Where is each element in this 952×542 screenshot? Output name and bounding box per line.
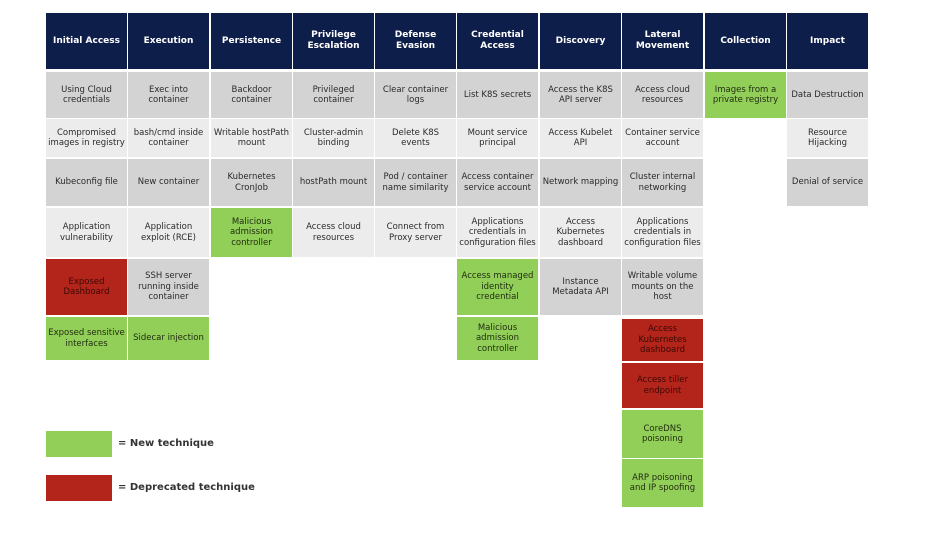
technique-execution-ssh-server-running-inside-container: SSH server running inside container xyxy=(128,259,209,315)
technique-lateral-movement-writable-volume-mounts-on-the-host: Writable volume mounts on the host xyxy=(622,259,703,315)
technique-impact-data-destruction: Data Destruction xyxy=(787,72,868,118)
header-defense-evasion: Defense Evasion xyxy=(375,13,456,69)
technique-discovery-access-kubernetes-dashboard: Access Kubernetes dashboard xyxy=(540,208,621,257)
technique-privilege-escalation-privileged-container: Privileged container xyxy=(293,72,374,118)
technique-credential-access-access-managed-identity-credential: Access managed identity credential xyxy=(457,259,538,315)
technique-persistence-malicious-admission-controller: Malicious admission controller xyxy=(211,208,292,257)
technique-execution-new-container: New container xyxy=(128,159,209,206)
technique-credential-access-mount-service-principal: Mount service principal xyxy=(457,119,538,157)
technique-collection-images-from-a-private-registry: Images from a private registry xyxy=(705,72,786,118)
technique-impact-resource-hijacking: Resource Hijacking xyxy=(787,119,868,157)
header-discovery: Discovery xyxy=(540,13,621,69)
technique-defense-evasion-delete-k8s-events: Delete K8S events xyxy=(375,119,456,157)
technique-privilege-escalation-cluster-admin-binding: Cluster-admin binding xyxy=(293,119,374,157)
technique-discovery-access-kubelet-api: Access Kubelet API xyxy=(540,119,621,157)
technique-credential-access-malicious-admission-controller: Malicious admission controller xyxy=(457,317,538,360)
technique-privilege-escalation-hostpath-mount: hostPath mount xyxy=(293,159,374,206)
technique-discovery-access-the-k8s-api-server: Access the K8S API server xyxy=(540,72,621,118)
technique-initial-access-using-cloud-credentials: Using Cloud credentials xyxy=(46,72,127,118)
header-credential-access: Credential Access xyxy=(457,13,538,69)
legend-new-label: = New technique xyxy=(118,438,214,449)
technique-execution-exec-into-container: Exec into container xyxy=(128,72,209,118)
header-initial-access: Initial Access xyxy=(46,13,127,69)
header-impact: Impact xyxy=(787,13,868,69)
technique-lateral-movement-access-tiller-endpoint: Access tiller endpoint xyxy=(622,363,703,408)
technique-initial-access-exposed-sensitive-interfaces: Exposed sensitive interfaces xyxy=(46,317,127,360)
technique-privilege-escalation-access-cloud-resources: Access cloud resources xyxy=(293,208,374,257)
technique-initial-access-kubeconfig-file: Kubeconfig file xyxy=(46,159,127,206)
header-privilege-escalation: Privilege Escalation xyxy=(293,13,374,69)
technique-initial-access-exposed-dashboard: Exposed Dashboard xyxy=(46,259,127,315)
technique-lateral-movement-coredns-poisoning: CoreDNS poisoning xyxy=(622,410,703,458)
technique-lateral-movement-applications-credentials-in-configuration-files: Applications credentials in configuration files xyxy=(622,208,703,257)
technique-discovery-instance-metadata-api: Instance Metadata API xyxy=(540,259,621,315)
technique-credential-access-list-k8s-secrets: List K8S secrets xyxy=(457,72,538,118)
technique-credential-access-applications-credentials-in-configuration-files: Applications credentials in configuration files xyxy=(457,208,538,257)
legend-deprecated-label: = Deprecated technique xyxy=(118,482,255,493)
technique-discovery-network-mapping: Network mapping xyxy=(540,159,621,206)
technique-persistence-writable-hostpath-mount: Writable hostPath mount xyxy=(211,119,292,157)
legend-new-swatch xyxy=(46,431,112,457)
header-persistence: Persistence xyxy=(211,13,292,69)
technique-defense-evasion-clear-container-logs: Clear container logs xyxy=(375,72,456,118)
technique-initial-access-compromised-images-in-registry: Compromised images in registry xyxy=(46,119,127,157)
technique-lateral-movement-access-kubernetes-dashboard: Access Kubernetes dashboard xyxy=(622,319,703,361)
technique-persistence-backdoor-container: Backdoor container xyxy=(211,72,292,118)
technique-impact-denial-of-service: Denial of service xyxy=(787,159,868,206)
technique-lateral-movement-access-cloud-resources: Access cloud resources xyxy=(622,72,703,118)
technique-credential-access-access-container-service-account: Access container service account xyxy=(457,159,538,206)
header-collection: Collection xyxy=(705,13,786,69)
technique-execution-sidecar-injection: Sidecar injection xyxy=(128,317,209,360)
header-lateral-movement: Lateral Movement xyxy=(622,13,703,69)
technique-persistence-kubernetes-cronjob: Kubernetes CronJob xyxy=(211,159,292,206)
technique-execution-application-exploit-rce: Application exploit (RCE) xyxy=(128,208,209,257)
technique-defense-evasion-pod-container-name-similarity: Pod / container name similarity xyxy=(375,159,456,206)
technique-lateral-movement-cluster-internal-networking: Cluster internal networking xyxy=(622,159,703,206)
technique-defense-evasion-connect-from-proxy-server: Connect from Proxy server xyxy=(375,208,456,257)
technique-execution-bash-cmd-inside-container: bash/cmd inside container xyxy=(128,119,209,157)
technique-initial-access-application-vulnerability: Application vulnerability xyxy=(46,208,127,257)
technique-lateral-movement-arp-poisoning-and-ip-spoofing: ARP poisoning and IP spoofing xyxy=(622,459,703,507)
header-execution: Execution xyxy=(128,13,209,69)
technique-lateral-movement-container-service-account: Container service account xyxy=(622,119,703,157)
legend-deprecated-swatch xyxy=(46,475,112,501)
